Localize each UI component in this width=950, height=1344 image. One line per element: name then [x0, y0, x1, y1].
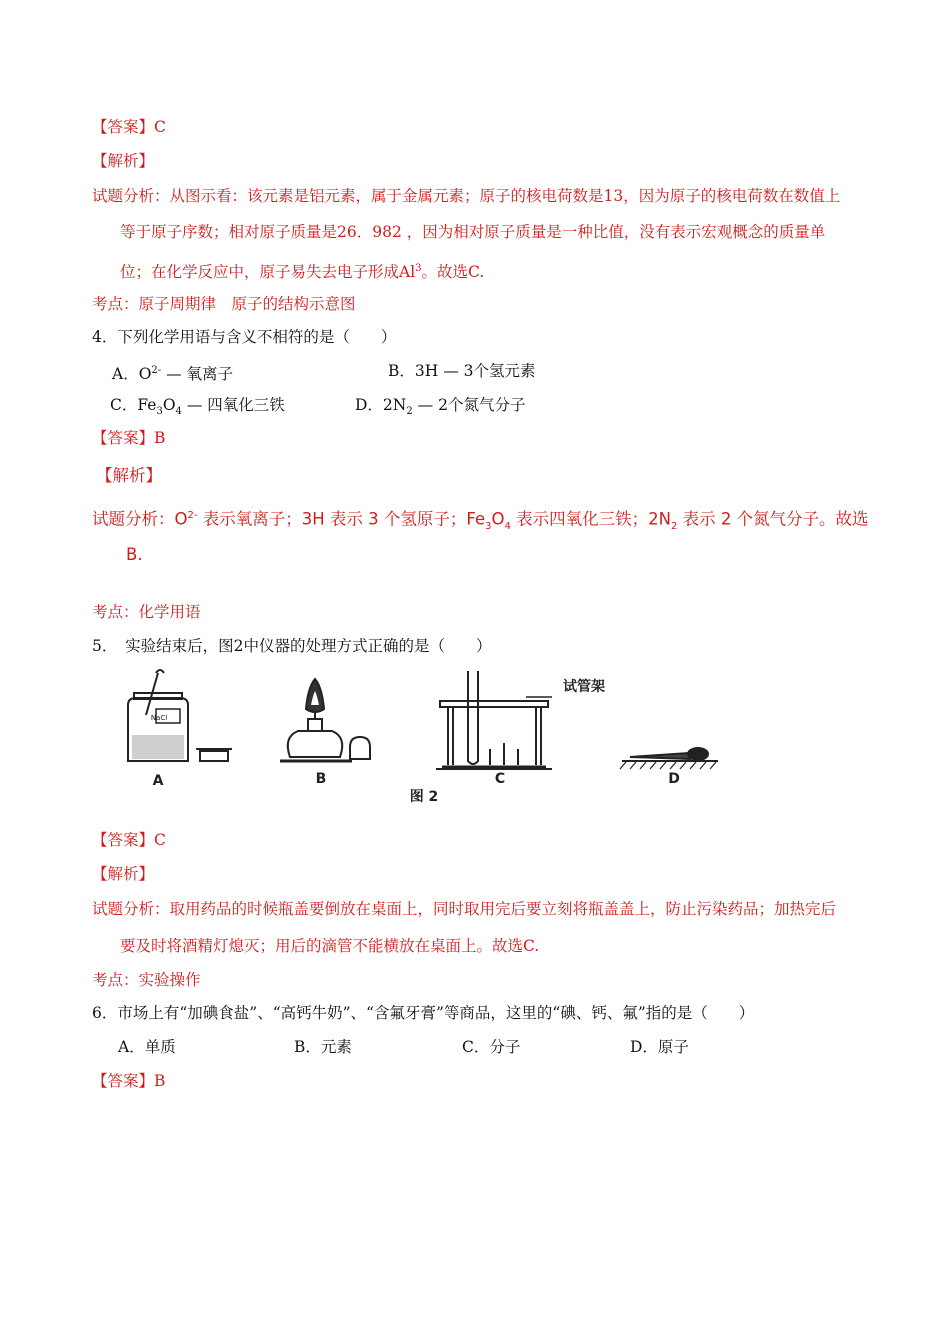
q4-option-a: A．$O^{2-}$ — 氧离子 — [112, 365, 234, 384]
q4-option-d: D．$2N_2$ — 2个氮气分子 — [355, 396, 526, 418]
figure-a-jar — [128, 670, 232, 761]
figure-b-alcohol-lamp — [280, 679, 370, 761]
q3-analysis-label: 【解析】 — [92, 152, 155, 170]
figure-label-a: A — [152, 773, 164, 789]
q4-analysis-line1: 试题分析：$O^{2-}$ 表示氧离子；3H 表示 3 个氢原子；$Fe_3O_4$ 表示四氧化三铁；$2N_2$ 表示 2 个氮气分子。故选 — [92, 509, 869, 532]
q3-kaodian: 考点：原子周期律 原子的结构示意图 — [92, 295, 356, 313]
q4-stem: 4．下列化学用语与含义不相符的是（ ） — [92, 328, 397, 346]
q4-option-b: B．3H — 3个氢元素 — [388, 362, 536, 380]
q6-option-b: B．元素 — [294, 1038, 352, 1056]
q4-answer: 【答案】B — [92, 429, 166, 447]
q4-option-c: C．$Fe_3O_4$ — 四氧化三铁 — [110, 396, 285, 418]
q6-option-c: C．分子 — [462, 1038, 521, 1056]
rack-label: 试管架 — [563, 679, 605, 695]
q3-analysis-line3: 位；在化学反应中，原子易失去电子形成Al$^3$。故选C. — [120, 263, 485, 282]
q4-kaodian: 考点：化学用语 — [92, 603, 201, 621]
q6-answer: 【答案】B — [92, 1072, 166, 1090]
q6-option-a: A．单质 — [118, 1038, 176, 1056]
q6-stem: 6．市场上有“加碘食盐”、“高钙牛奶”、“含氟牙膏”等商品，这里的“碘、钙、氟”指的是（ ） — [92, 1004, 755, 1022]
figure-label-d: D — [668, 771, 680, 787]
figure-svg — [118, 665, 718, 815]
q4-analysis-line2: B. — [126, 545, 143, 564]
jar-label: NaCl — [150, 714, 168, 722]
q4-analysis-label: 【解析】 — [96, 466, 162, 485]
figure-label-b: B — [315, 771, 327, 787]
q5-kaodian: 考点：实验操作 — [92, 971, 201, 989]
figure-c-test-tube-rack — [436, 671, 552, 769]
q5-stem: 5． 实验结束后，图2中仪器的处理方式正确的是（ ） — [92, 637, 492, 655]
lab-equipment-figure — [118, 665, 718, 815]
q3-analysis-line2: 等于原子序数；相对原子质量是26．982 ，因为相对原子质量是一种比值，没有表示宏观概念的质量单 — [120, 223, 826, 241]
figure-d-dropper — [620, 748, 718, 769]
q5-analysis-label: 【解析】 — [92, 865, 155, 883]
q3-answer: 【答案】C — [92, 118, 166, 136]
figure-caption: 图 2 — [409, 789, 439, 805]
q6-option-d: D．原子 — [630, 1038, 689, 1056]
q5-analysis-line2: 要及时将酒精灯熄灭；用后的滴管不能横放在桌面上。故选C. — [120, 937, 540, 955]
q3-analysis-line1: 试题分析：从图示看：该元素是铝元素，属于金属元素；原子的核电荷数是13，因为原子的核电荷数在数值上 — [92, 187, 841, 205]
figure-label-c: C — [494, 771, 506, 787]
q5-analysis-line1: 试题分析：取用药品的时候瓶盖要倒放在桌面上，同时取用完后要立刻将瓶盖盖上，防止污染药品；加热完后 — [92, 900, 837, 918]
q5-answer: 【答案】C — [92, 831, 166, 849]
